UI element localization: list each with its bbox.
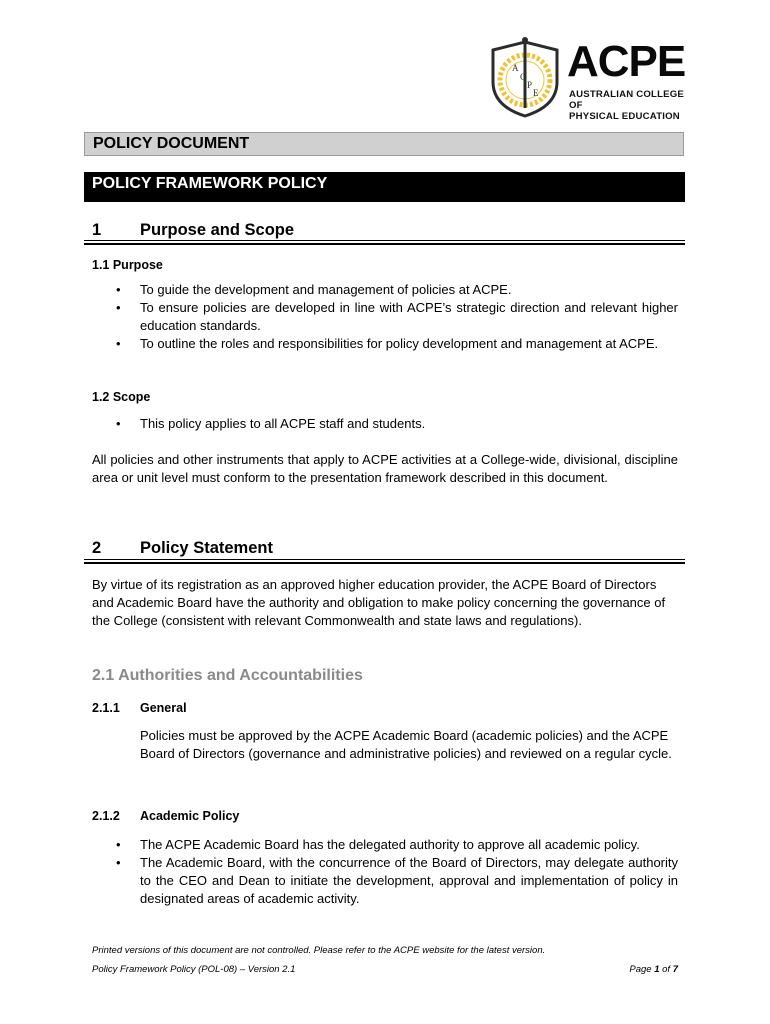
scope-paragraph: All policies and other instruments that apply to ACPE activities at a College-wide, divisional, discipline area or unit level must conform to the presentation framework described in this document. [92,452,678,485]
list-item: • The ACPE Academic Board has the delegated authority to approve all academic policy. [116,837,640,852]
section-1-rule [84,240,685,245]
list-item: • To guide the development and management of policies at ACPE. [116,282,512,297]
logo-subtitle [569,89,700,122]
acpe-seal-icon [485,36,565,120]
footer-page-number: Page 1 of 7 [629,964,678,975]
logo-subtitle-line2: PHYSICAL EDUCATION [569,111,680,122]
general-title: General [140,701,187,715]
logo-subtitle-line1: AUSTRALIAN COLLEGE OF [569,89,684,111]
logo-wordmark: ACPE [567,37,686,86]
seal-letter-p: P [527,80,533,90]
bullet-icon: • [116,300,121,315]
section-2-title: Policy Statement [140,539,273,557]
bullet-icon: • [116,282,121,297]
scope-list [92,415,678,433]
doc-type-banner: POLICY DOCUMENT [84,132,684,156]
list-item: • This policy applies to all ACPE staff and students. [116,416,426,431]
acpe-logo [485,36,700,120]
section-2-rule [84,559,685,564]
policy-statement-paragraph: By virtue of its registration as an approved higher education provider, the ACPE Board of Directors and Academic Board have the authority and obligation to make policy concerning the governance of the College (consistent with relevant Commonwealth and state laws and regulations). [92,577,666,628]
seal-letter-c: C [520,72,527,82]
section-1-title: Purpose and Scope [140,221,295,239]
seal-letter-e: E [533,88,539,98]
authorities-heading: 2.1 Authorities and Accountabilities [92,667,363,684]
scope-heading: 1.2 Scope [92,390,151,404]
section-1-number: 1 [92,221,102,239]
purpose-heading: 1.1 Purpose [92,258,163,272]
academic-policy-title: Academic Policy [140,809,240,823]
general-number: 2.1.1 [92,701,120,715]
footer-note: Printed versions of this document are not controlled. Please refer to the ACPE website for the latest version. [92,945,546,956]
purpose-list [92,281,678,353]
academic-policy-number: 2.1.2 [92,809,120,823]
policy-title-banner: POLICY FRAMEWORK POLICY [84,172,685,202]
academic-policy-list [92,836,678,908]
general-paragraph: Policies must be approved by the ACPE Academic Board (academic policies) and the ACPE Board of Directors (governance and administrative policies) and reviewed on a regular cycle. [140,728,672,761]
bullet-icon: • [116,416,121,431]
bullet-icon: • [116,855,121,870]
seal-letter-a: A [512,63,519,73]
bullet-icon: • [116,837,121,852]
bullet-icon: • [116,336,121,351]
section-2-number: 2 [92,539,102,557]
list-item: • To outline the roles and responsibilities for policy development and management at ACPE. [116,336,659,351]
list-item: • The Academic Board, with the concurrence of the Board of Directors, may delegate authority to the CEO and Dean to initiate the development, approval and implementation of policy in designated areas of academic activity. [116,855,678,906]
list-item: • To ensure policies are developed in line with ACPE’s strategic direction and relevant higher education standards. [116,300,678,333]
footer-doc-reference: Policy Framework Policy (POL-08) – Version 2.1 [92,964,296,975]
